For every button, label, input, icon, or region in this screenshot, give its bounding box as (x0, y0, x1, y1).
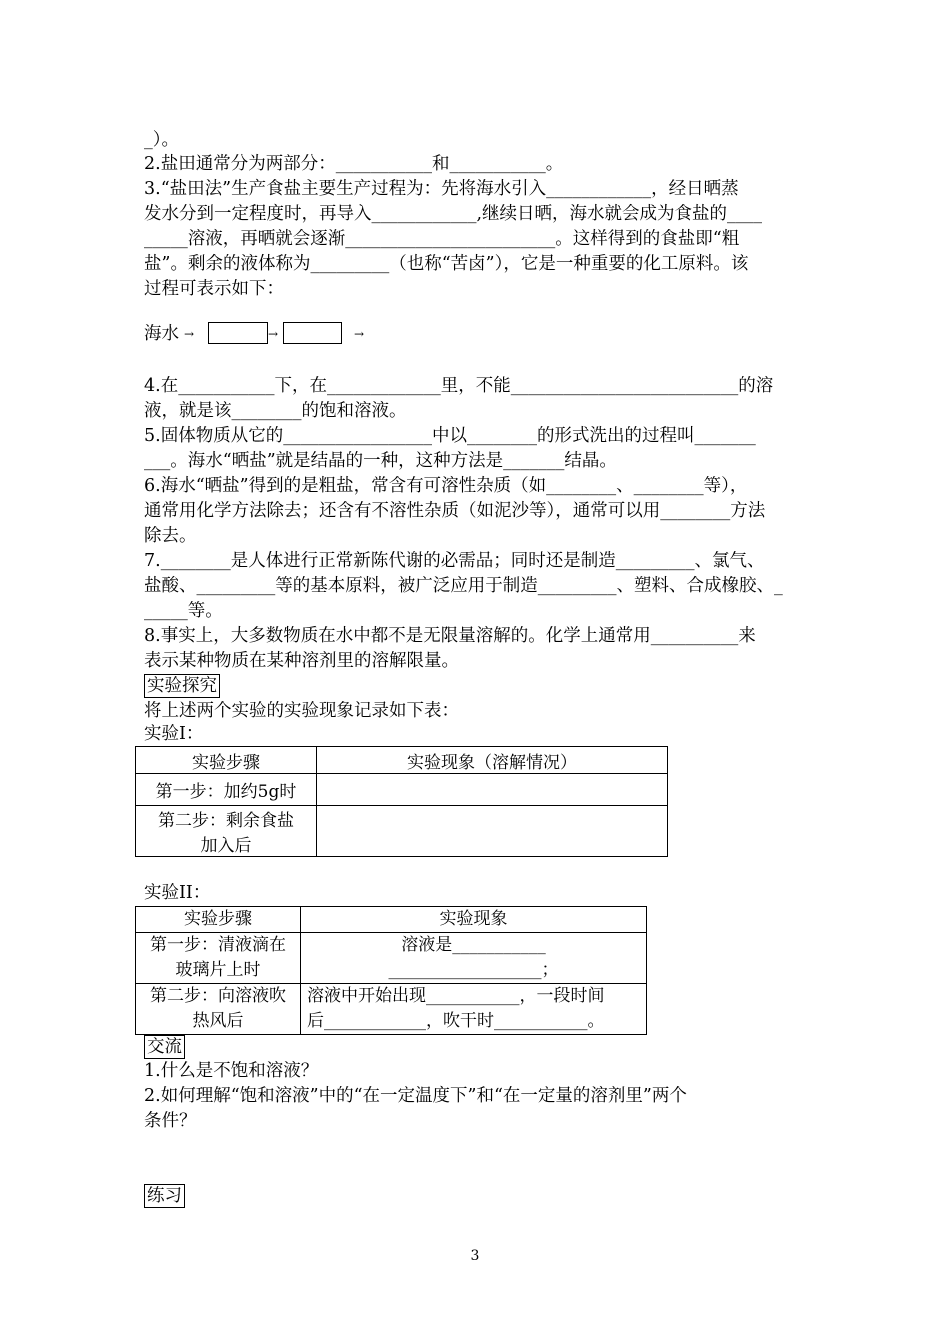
cell-line: 溶液中开始出现___________，一段时间 (307, 986, 605, 1006)
cell-line: 溶液是___________ (401, 935, 546, 955)
section-practice: 练习 (144, 1184, 185, 1208)
discussion-question-1: 1.什么是不饱和溶液？ (144, 1061, 319, 1081)
cell-line: 第二步：剩余食盐 (158, 811, 294, 831)
text-line: 盐”。剩余的液体称为_________（也称“苦卤”），它是一种重要的化工原料。该 (144, 254, 749, 274)
table-cell: 第一步：加约5g时 (136, 774, 317, 806)
table-row (136, 806, 668, 857)
question-6: 6.海水“晒盐”得到的是粗盐，常含有可溶性杂质（如________、________等）， (144, 476, 748, 496)
cell-line: 热风后 (192, 1011, 244, 1031)
table-cell (136, 933, 301, 984)
experiment-1-label: 实验I： (144, 724, 204, 744)
arrow-icon: → (268, 327, 279, 341)
experiment-1-table (135, 746, 668, 857)
flow-box-1 (208, 322, 268, 344)
table-header: 实验步骤 (136, 747, 317, 774)
cell-line: 玻璃片上时 (175, 960, 261, 980)
cell-line: 第二步：向溶液吹 (150, 986, 286, 1006)
experiment-2-label: 实验II： (144, 883, 211, 903)
table-cell-empty (317, 774, 668, 806)
text-line: _____等。 (144, 601, 223, 621)
discussion-question-2: 2.如何理解“饱和溶液”中的“在一定温度下”和“在一定量的溶剂里”两个 (144, 1086, 687, 1106)
text-line: 通常用化学方法除去；还含有不溶性杂质（如泥沙等），通常可以用________方法 (144, 501, 766, 521)
table-cell (136, 806, 317, 857)
table-header-row (136, 747, 668, 774)
arrow-icon: → (184, 327, 195, 341)
text-line: 液，就是该________的饱和溶液。 (144, 401, 407, 421)
text-line: 发水分到一定程度时，再导入____________,继续日晒，海水就会成为食盐的____ (144, 204, 763, 224)
text-line: 过程可表示如下： (144, 279, 284, 299)
table-header: 实验现象（溶解情况） (317, 747, 668, 774)
question-7: 7.________是人体进行正常新陈代谢的必需品；同时还是制造_________、氯气、 (144, 551, 765, 571)
table-cell (136, 984, 301, 1035)
question-8: 8.事实上，大多数物质在水中都不是无限量溶解的。化学上通常用__________来 (144, 626, 756, 646)
text-line: 表示某种物质在某种溶剂里的溶解限量。 (144, 651, 459, 671)
flow-box-2 (283, 322, 342, 344)
table-cell-empty (317, 806, 668, 857)
text-line: _____溶液，再晒就会逐渐________________________。这样得到的食盐即“粗 (144, 229, 740, 249)
section-discussion: 交流 (144, 1035, 185, 1059)
flow-start-label: 海水 (144, 324, 179, 344)
table-row (136, 774, 668, 806)
table-row (136, 933, 647, 984)
cell-line: 第一步：清液滴在 (150, 935, 286, 955)
text-line: 条件？ (144, 1111, 197, 1131)
cell-line: 后____________，吹干时___________。 (307, 1011, 605, 1031)
table-cell (301, 984, 647, 1035)
arrow-icon: → (354, 327, 365, 341)
table-header: 实验现象 (301, 907, 647, 933)
table-header-row (136, 907, 647, 933)
text-line: ___。海水“晒盐”就是结晶的一种，这种方法是_______结晶。 (144, 451, 617, 471)
question-3: 3.“盐田法”生产食盐主要生产过程为：先将海水引入____________，经日晒蒸 (144, 179, 739, 199)
text-line: 除去。 (144, 526, 197, 546)
text-line: 盐酸、_________等的基本原料，被广泛应用于制造_________、塑料、合成橡胶、_ (144, 576, 783, 596)
cell-line: 加入后 (200, 836, 252, 856)
table-header: 实验步骤 (136, 907, 301, 933)
table-cell (301, 933, 647, 984)
text-line: 将上述两个实验的实验现象记录如下表： (144, 701, 459, 721)
question-2: 2.盐田通常分为两部分：___________和___________。 (144, 154, 564, 174)
table-row (136, 984, 647, 1035)
text-line: _）。 (144, 130, 179, 150)
question-5: 5.固体物质从它的_________________中以________的形式洗出的过程叫_______ (144, 426, 756, 446)
experiment-2-table (135, 906, 647, 1035)
question-4: 4.在___________下，在_____________里，不能__________________________的溶 (144, 376, 774, 396)
cell-line: __________________； (388, 960, 559, 980)
page-number: 3 (470, 1248, 480, 1264)
section-experiment-explore: 实验探究 (144, 674, 220, 698)
